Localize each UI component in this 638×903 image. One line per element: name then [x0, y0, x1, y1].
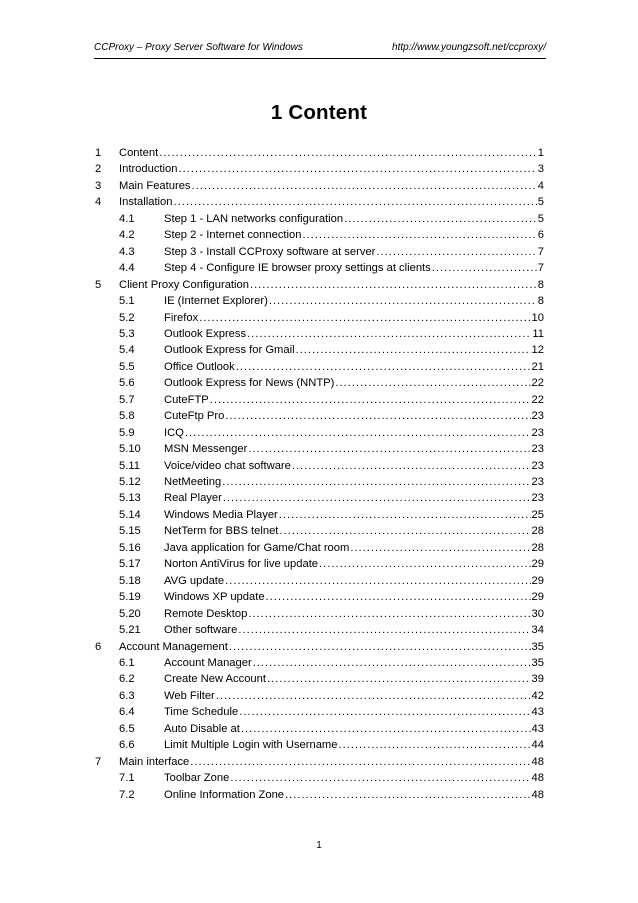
toc-entry-page: 43: [531, 722, 544, 735]
toc-entry-page: 42: [531, 689, 544, 702]
toc-entry-page: 48: [531, 772, 544, 785]
toc-entry-number: 7.1: [119, 772, 135, 785]
toc-entry-line: [164, 573, 544, 590]
toc-entry-line: [164, 375, 544, 392]
toc-entry[interactable]: [0, 704, 638, 721]
toc-entry-page: 5: [537, 212, 544, 225]
toc-dot-leader: [296, 342, 531, 359]
toc-dot-leader: [192, 178, 537, 195]
toc-entry-label[interactable]: CuteFtp Pro: [164, 410, 225, 423]
toc-entry-label[interactable]: Web Filter: [164, 689, 215, 702]
toc-entry-number: 5.8: [119, 410, 135, 423]
toc-entry-page: 35: [531, 640, 544, 653]
toc-entry-line: [164, 458, 544, 475]
toc-entry-line: [164, 359, 544, 376]
toc-entry[interactable]: [0, 540, 638, 557]
toc-entry[interactable]: [0, 474, 638, 491]
toc-dot-leader: [190, 754, 530, 771]
toc-entry-page: 8: [537, 295, 544, 308]
toc-dot-leader: [185, 425, 531, 442]
toc-entry-number: 5.17: [119, 558, 141, 571]
toc-entry-number: 6.5: [119, 722, 135, 735]
toc-entry-number: 6.4: [119, 706, 135, 719]
toc-entry[interactable]: [0, 441, 638, 458]
toc-dot-leader: [266, 589, 531, 606]
toc-entry-line: [164, 671, 544, 688]
toc-dot-leader: [350, 540, 530, 557]
toc-entry-line: [164, 540, 544, 557]
toc-entry-page: 4: [537, 179, 544, 192]
toc-entry-number: 3: [95, 179, 102, 192]
toc-entry-line: [164, 688, 544, 705]
toc-entry-label[interactable]: Windows Media Player: [164, 508, 278, 521]
toc-entry[interactable]: [0, 342, 638, 359]
toc-entry-line: [119, 145, 544, 162]
toc-entry-line: [164, 589, 544, 606]
toc-entry[interactable]: [0, 606, 638, 623]
toc-entry-label[interactable]: Auto Disable at: [164, 722, 240, 735]
toc-entry-label[interactable]: IE (Internet Explorer): [164, 295, 268, 308]
toc-entry-page: 21: [531, 360, 544, 373]
toc-entry-line: [164, 326, 544, 343]
toc-entry-page: 23: [531, 492, 544, 505]
toc-entry-page: 6: [537, 229, 544, 242]
toc-dot-leader: [279, 507, 531, 524]
toc-entry-label[interactable]: Account Management: [119, 640, 228, 653]
toc-entry-line: [164, 474, 544, 491]
toc-entry-line: [164, 622, 544, 639]
toc-entry-line: [119, 161, 544, 178]
toc-entry[interactable]: [0, 277, 638, 294]
toc-entry-number: 5.20: [119, 607, 141, 620]
toc-entry-line: [119, 194, 544, 211]
toc-entry-label[interactable]: Outlook Express for News (NNTP): [164, 377, 335, 390]
toc-entry-page: 11: [532, 327, 544, 340]
toc-entry[interactable]: [0, 161, 638, 178]
toc-entry[interactable]: [0, 293, 638, 310]
toc-entry-line: [164, 737, 544, 754]
toc-dot-leader: [239, 704, 530, 721]
toc-entry-label[interactable]: Step 2 - Internet connection: [164, 229, 302, 242]
toc-entry[interactable]: [0, 458, 638, 475]
toc-dot-leader: [247, 326, 531, 343]
toc-entry-label[interactable]: Outlook Express: [164, 327, 247, 340]
toc-entry-line: [164, 721, 544, 738]
toc-entry-label[interactable]: Real Player: [164, 492, 222, 505]
toc-dot-leader: [178, 161, 536, 178]
toc-dot-leader: [376, 244, 536, 261]
toc-entry-label[interactable]: Office Outlook: [164, 360, 235, 373]
toc-entry-page: 7: [537, 245, 544, 258]
toc-entry-number: 5.4: [119, 344, 135, 357]
toc-entry-number: 2: [95, 163, 102, 176]
toc-entry-page: 25: [531, 508, 544, 521]
page-title: 1 Content: [270, 101, 368, 124]
toc-entry-label[interactable]: Installation: [119, 196, 173, 209]
toc-entry[interactable]: [0, 260, 638, 277]
toc-entry-line: [164, 704, 544, 721]
toc-entry[interactable]: [0, 359, 638, 376]
toc-entry-page: 28: [531, 541, 544, 554]
toc-entry-page: 12: [531, 344, 544, 357]
toc-entry-page: 29: [531, 591, 544, 604]
toc-entry-line: [164, 211, 544, 228]
toc-entry-line: [164, 490, 544, 507]
toc-entry-label[interactable]: Windows XP update: [164, 591, 265, 604]
toc-entry-line: [119, 277, 544, 294]
toc-entry[interactable]: [0, 244, 638, 261]
toc-entry-number: 4.4: [119, 262, 135, 275]
toc-dot-leader: [241, 721, 531, 738]
toc-entry-page: 39: [531, 673, 544, 686]
toc-entry-line: [164, 787, 544, 804]
toc-entry-line: [164, 655, 544, 672]
header-doc-title: CCProxy – Proxy Server Software for Windows: [94, 42, 303, 53]
toc-dot-leader: [222, 474, 530, 491]
toc-entry[interactable]: [0, 507, 638, 524]
toc-entry[interactable]: [0, 589, 638, 606]
toc-entry-number: 5: [95, 278, 102, 291]
toc-entry-number: 4.1: [119, 212, 135, 225]
toc-entry[interactable]: [0, 227, 638, 244]
toc-entry[interactable]: [0, 145, 638, 162]
toc-entry-page: 8: [537, 278, 544, 291]
toc-dot-leader: [292, 458, 531, 475]
toc-dot-leader: [199, 310, 530, 327]
toc-entry-number: 5.11: [119, 459, 140, 472]
toc-entry-page: 3: [537, 163, 544, 176]
toc-entry[interactable]: [0, 639, 638, 656]
toc-entry[interactable]: [0, 490, 638, 507]
toc-entry-page: 35: [531, 656, 544, 669]
toc-entry-number: 6.2: [119, 673, 135, 686]
toc-entry-label[interactable]: Content: [119, 147, 159, 159]
toc-entry-number: 5.6: [119, 377, 135, 390]
toc-dot-leader: [230, 770, 530, 787]
toc-entry[interactable]: [0, 556, 638, 573]
toc-entry-line: [164, 293, 544, 310]
toc-entry-line: [164, 507, 544, 524]
toc-entry-page: 10: [531, 311, 544, 324]
toc-entry-line: [164, 770, 544, 787]
toc-dot-leader: [210, 392, 531, 409]
toc-entry-page: 30: [531, 607, 544, 620]
toc-dot-leader: [319, 556, 531, 573]
toc-entry-label[interactable]: Step 3 - Install CCProxy software at server: [164, 245, 376, 258]
toc-entry-page: 34: [531, 624, 544, 637]
toc-entry-line: [164, 260, 544, 277]
toc-entry-number: 5.21: [119, 624, 141, 637]
toc-entry-label[interactable]: Account Manager: [164, 656, 252, 669]
toc-entry[interactable]: [0, 392, 638, 409]
toc-entry-label[interactable]: CuteFTP: [164, 393, 209, 406]
toc-dot-leader: [344, 211, 537, 228]
toc-entry[interactable]: [0, 375, 638, 392]
toc-entry-label[interactable]: Java application for Game/Chat room: [164, 541, 350, 554]
toc-entry-label[interactable]: Create New Account: [164, 673, 266, 686]
toc-entry-number: 5.19: [119, 591, 141, 604]
toc-entry-line: [164, 408, 544, 425]
toc-entry-label[interactable]: AVG update: [164, 574, 225, 587]
toc-entry-label[interactable]: Firefox: [164, 311, 199, 324]
toc-dot-leader: [229, 639, 531, 656]
toc-entry-page: 23: [531, 426, 544, 439]
toc-entry[interactable]: [0, 655, 638, 672]
toc-entry[interactable]: [0, 326, 638, 343]
toc-entry-label[interactable]: Toolbar Zone: [164, 772, 230, 785]
toc-entry-label[interactable]: Step 1 - LAN networks configuration: [164, 212, 344, 225]
toc-dot-leader: [248, 606, 530, 623]
toc-entry[interactable]: [0, 754, 638, 771]
toc-entry-number: 6.1: [119, 656, 135, 669]
toc-entry-page: 43: [531, 706, 544, 719]
toc-entry-number: 1: [95, 147, 102, 159]
toc-dot-leader: [279, 523, 530, 540]
toc-entry-label[interactable]: Step 4 - Configure IE browser proxy settings at clients: [164, 262, 431, 275]
toc-entry-label[interactable]: Other software: [164, 624, 238, 637]
toc-entry-number: 4.2: [119, 229, 135, 242]
toc-entry[interactable]: [0, 721, 638, 738]
toc-entry-page: 23: [531, 443, 544, 456]
toc-entry-line: [164, 342, 544, 359]
toc-entry[interactable]: [0, 573, 638, 590]
toc-entry[interactable]: [0, 425, 638, 442]
toc-entry-number: 4.3: [119, 245, 135, 258]
toc-entry[interactable]: [0, 211, 638, 228]
toc-entry-page: 48: [531, 788, 544, 801]
toc-dot-leader: [302, 227, 536, 244]
toc-dot-leader: [338, 737, 530, 754]
toc-entry-page: 22: [531, 393, 544, 406]
toc-entry-number: 5.14: [119, 508, 141, 521]
toc-entry[interactable]: [0, 787, 638, 804]
toc-entry-label[interactable]: Remote Desktop: [164, 607, 248, 620]
toc-entry-page: 23: [531, 410, 544, 423]
toc-entry-number: 5.13: [119, 492, 141, 505]
toc-dot-leader: [174, 194, 537, 211]
toc-entry-page: 5: [537, 196, 544, 209]
toc-entry-label[interactable]: ICQ: [164, 426, 184, 439]
toc-entry-line: [164, 392, 544, 409]
toc-entry-line: [119, 178, 544, 195]
toc-entry-label[interactable]: Voice/video chat software: [164, 459, 291, 472]
toc-entry-page: 44: [531, 739, 544, 752]
toc-entry-number: 6.6: [119, 739, 135, 752]
toc-entry[interactable]: [0, 770, 638, 787]
toc-entry[interactable]: [0, 688, 638, 705]
toc-entry-number: 5.18: [119, 574, 141, 587]
toc-entry-page: 29: [531, 574, 544, 587]
toc-entry-number: 5.1: [119, 295, 135, 308]
toc-entry-page: 23: [531, 459, 544, 472]
toc-entry-label[interactable]: Client Proxy Configuration: [119, 278, 249, 291]
toc-dot-leader: [159, 145, 537, 162]
toc-entry-line: [164, 310, 544, 327]
toc-entry-number: 5.5: [119, 360, 135, 373]
toc-entry[interactable]: [0, 194, 638, 211]
toc-entry-label[interactable]: Time Schedule: [164, 706, 239, 719]
toc-entry-page: 1: [537, 147, 544, 159]
toc-entry-line: [164, 425, 544, 442]
toc-entry-number: 4: [95, 196, 102, 209]
toc-entry-number: 5.12: [119, 476, 141, 488]
toc-entry-number: 7.2: [119, 788, 135, 801]
page-number: 1: [316, 840, 322, 851]
toc-dot-leader: [238, 622, 530, 639]
toc-dot-leader: [223, 490, 531, 507]
toc-entry-line: [164, 556, 544, 573]
toc-dot-leader: [225, 408, 530, 425]
toc-dot-leader: [236, 359, 531, 376]
toc-entry-line: [164, 606, 544, 623]
toc-entry-number: 5.2: [119, 311, 135, 324]
toc-entry-page: 28: [531, 525, 544, 538]
toc-entry-label[interactable]: NetMeeting: [164, 476, 222, 488]
toc-entry-line: [164, 244, 544, 261]
toc-entry[interactable]: [0, 310, 638, 327]
toc-entry-line: [164, 441, 544, 458]
toc-entry[interactable]: [0, 523, 638, 540]
toc-entry-label[interactable]: MSN Messenger: [164, 443, 248, 456]
toc-entry-number: 5.9: [119, 426, 135, 439]
toc-dot-leader: [335, 375, 530, 392]
toc-dot-leader: [250, 277, 537, 294]
toc-entry-label[interactable]: Online Information Zone: [164, 788, 285, 801]
toc-entry-label[interactable]: Limit Multiple Login with Username: [164, 739, 338, 752]
toc-entry-number: 5.10: [119, 443, 141, 456]
toc-entry[interactable]: [0, 671, 638, 688]
toc-entry-number: 7: [95, 755, 102, 768]
toc-entry-label[interactable]: Outlook Express for Gmail: [164, 344, 295, 357]
toc-entry-line: [164, 227, 544, 244]
toc-entry[interactable]: [0, 408, 638, 425]
toc-entry-page: 23: [531, 476, 544, 488]
toc-entry-number: 5.3: [119, 327, 135, 340]
toc-entry-label[interactable]: Introduction: [119, 163, 178, 176]
toc-entry-number: 6: [95, 640, 102, 653]
toc-dot-leader: [225, 573, 530, 590]
toc-entry-page: 22: [531, 377, 544, 390]
toc-dot-leader: [248, 441, 530, 458]
toc-entry-line: [164, 523, 544, 540]
toc-entry-page: 7: [537, 262, 544, 275]
toc-entry-label[interactable]: NetTerm for BBS telnet: [164, 525, 279, 538]
toc-entry-page: 48: [531, 755, 544, 768]
toc-entry-page: 29: [531, 558, 544, 571]
toc-entry-number: 5.7: [119, 393, 135, 406]
header-url: http://www.youngzsoft.net/ccproxy/: [392, 42, 546, 53]
toc-entry-line: [119, 639, 544, 656]
toc-entry-number: 6.3: [119, 689, 135, 702]
toc-dot-leader: [269, 293, 537, 310]
page-header: [94, 36, 546, 59]
toc-dot-leader: [216, 688, 531, 705]
toc-dot-leader: [432, 260, 537, 277]
toc-entry-number: 5.15: [119, 525, 141, 538]
toc-entry[interactable]: [0, 622, 638, 639]
toc-dot-leader: [267, 671, 531, 688]
toc-entry-line: [119, 754, 544, 771]
toc-entry-label[interactable]: Norton AntiVirus for live update: [164, 558, 319, 571]
toc-dot-leader: [253, 655, 531, 672]
toc-entry-label[interactable]: Main Features: [119, 179, 191, 192]
toc-entry-number: 5.16: [119, 541, 141, 554]
toc-entry[interactable]: [0, 178, 638, 195]
toc-entry-label[interactable]: Main interface: [119, 755, 190, 768]
toc-entry[interactable]: [0, 737, 638, 754]
toc-dot-leader: [285, 787, 531, 804]
